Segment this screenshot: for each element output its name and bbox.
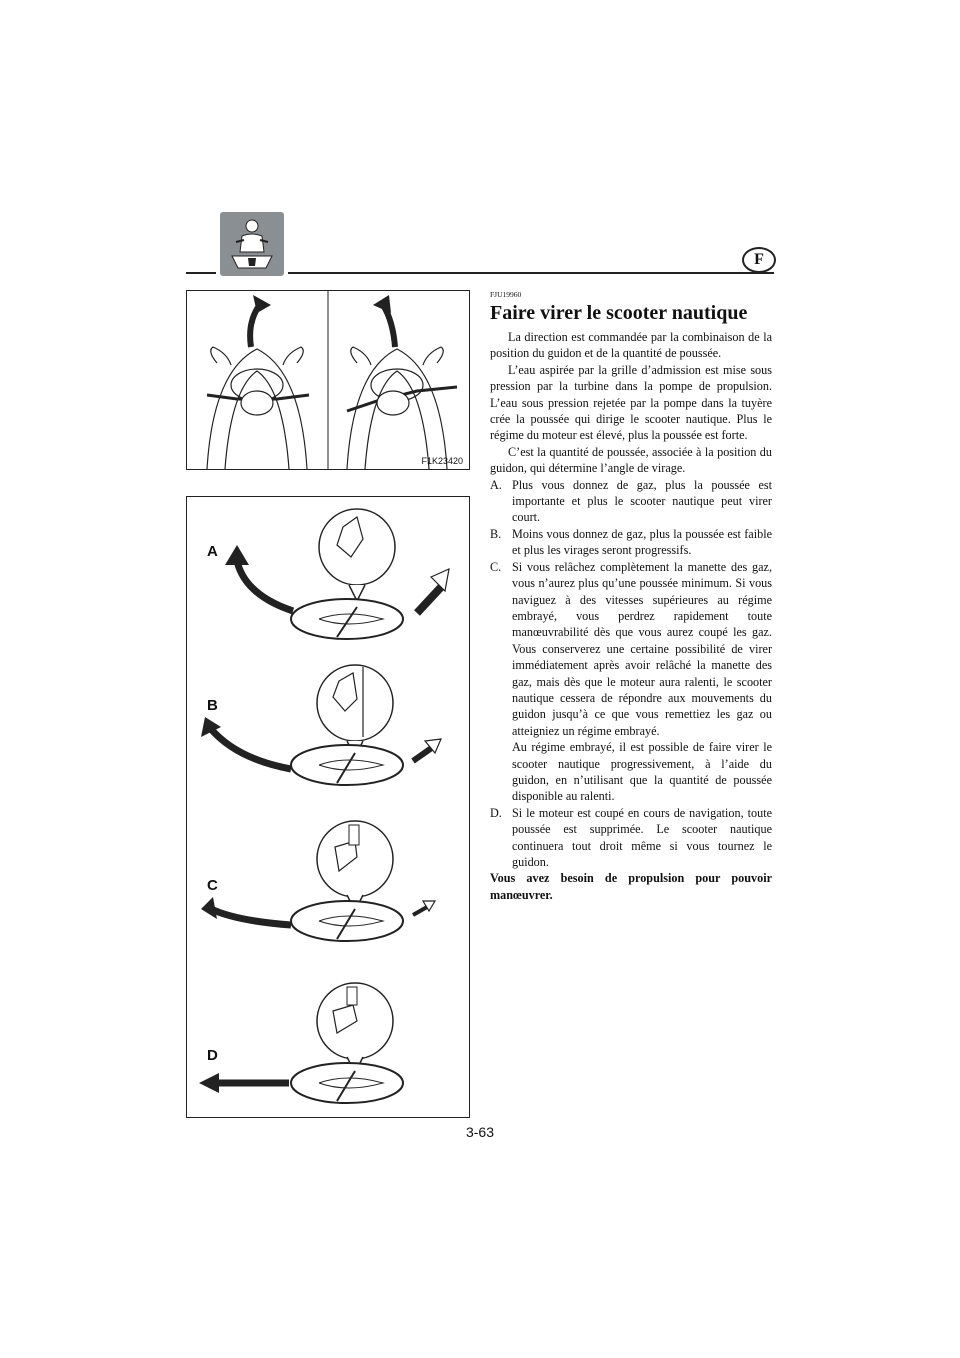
panel-c-diagram	[201, 821, 435, 941]
item-text: Plus vous donnez de gaz, plus la poussée est importante et plus le scooter nautique peut virer court.	[512, 477, 772, 525]
panel-b-diagram	[201, 665, 441, 785]
list-item	[490, 477, 772, 526]
item-letter: B.	[490, 526, 502, 541]
language-badge: F	[742, 247, 776, 273]
text-column	[490, 290, 772, 903]
list-item-continuation: Au régime embrayé, il est possible de faire virer le scooter nautique progressivement, à l’aide du guidon, en n’utilisant que la quantité de poussée disponible au ralenti.	[512, 740, 772, 804]
figure-code: F1K23420	[421, 456, 463, 466]
item-text: Si le moteur est coupé en cours de navigation, toute poussée est supprimée. Le scooter nautique continuera tout droit même si vous tournez le guidon.	[512, 805, 772, 869]
turning-items-list	[490, 477, 772, 871]
section-code: FJU19960	[490, 290, 522, 299]
item-letter: C.	[490, 559, 502, 574]
paragraph: La direction est commandée par la combinaison de la position du guidon et de la quantité de poussée.	[490, 330, 772, 361]
handlebar-steering-figure	[186, 290, 470, 470]
item-text: Si vous relâchez complètement la manette des gaz, vous n’aurez plus qu’une poussée minimum. Si vous naviguez à des vitesses supérieures au régime embrayé, vous perdrez rapidement toute manœuvrabilité dès que vous aurez coupé les gaz. Vous conserverez une certaine possibilité de virer immédiatement après avoir relâché la manette des gaz, mais dès que le moteur aura ralenti, le scooter nautique cessera de répondre aux mouvements du guidon jusqu’à ce que vous remettiez les gaz ou atteigniez un régime embrayé.	[512, 559, 772, 738]
jet-ski-rider-icon	[220, 212, 284, 276]
panel-label-b: B	[207, 697, 218, 714]
page-number: 3-63	[465, 1124, 495, 1140]
panel-label-d: D	[207, 1047, 218, 1064]
paragraph: L’eau aspirée par la grille d’admission est mise sous pression par la turbine dans la pompe de propulsion. L’eau sous pression rejetée par la pompe dans la tuyère crée la poussée qui dirige le scooter nautique. Plus le régime du moteur est élevé, plus la poussée est forte.	[490, 362, 772, 443]
panel-label-c: C	[207, 877, 218, 894]
item-letter: D.	[490, 805, 502, 820]
list-item	[490, 526, 772, 559]
item-letter: A.	[490, 477, 502, 492]
header-rule-left	[186, 272, 216, 274]
bold-note: Vous avez besoin de propulsion pour pouvoir manœuvrer.	[490, 871, 772, 902]
item-text: Moins vous donnez de gaz, plus la poussée est faible et plus les virages seront progressifs.	[512, 526, 772, 558]
turning-thrust-figure	[186, 496, 470, 1118]
paragraph: C’est la quantité de poussée, associée à la position du guidon, qui détermine l’angle de virage.	[490, 444, 772, 476]
panel-a-diagram	[225, 509, 449, 639]
panel-d-diagram	[199, 983, 403, 1103]
section-title: Faire virer le scooter nautique	[490, 302, 748, 324]
panel-label-a: A	[207, 543, 218, 560]
list-item	[490, 559, 772, 739]
header-rule-right	[288, 272, 774, 274]
list-item	[490, 805, 772, 871]
